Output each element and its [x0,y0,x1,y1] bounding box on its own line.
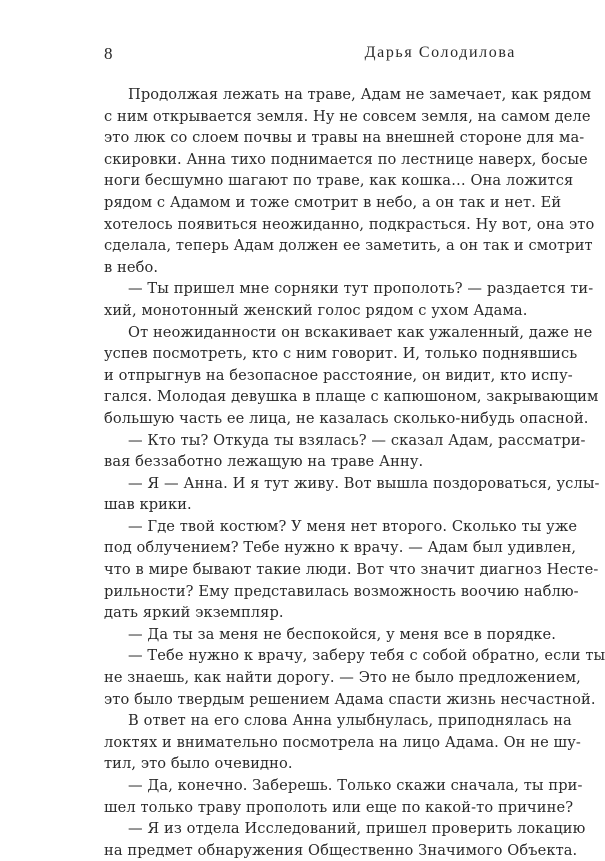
text-line: рядом с Адамом и тоже смотрит в небо, а он так и нет. Ей [104,193,562,211]
text-line: это люк со слоем почвы и травы на внешней стороне для ма- [104,129,585,147]
text-line: От неожиданности он вскакивает как ужаленный, даже не [128,323,593,341]
text-line: Продолжая лежать на траве, Адам не замечает, как рядом [128,86,592,103]
text-line: под облучением? Тебе нужно к врачу. — Адам был удивлен, [104,539,577,557]
text-line: это было твердым решением Адама спасти жизнь несчастной. [104,690,596,708]
text-line: тил, это было очевидно. [104,755,293,773]
text-line: вая беззаботно лежащую на траве Анну. [104,453,424,471]
text-line: успев посмотреть, кто с ним говорит. И, только поднявшись [104,345,578,363]
running-title: Дарья Солодилова [364,44,516,61]
text-line: в небо. [104,258,159,276]
text-line: на предмет обнаружения Общественно Значимого Объекта. [104,841,578,859]
text-line: — Кто ты? Откуда ты взялась? — сказал Адам, рассматри- [128,431,586,449]
text-line: хотелось появиться неожиданно, подкрасться. Ну вот, она это [104,215,595,233]
page-header [104,44,516,66]
text-line: хий, монотонный женский голос рядом с ухом Адама. [104,301,528,319]
text-line: большую часть ее лица, не казалась сколько-нибудь опасной. [104,409,589,427]
text-line: — Я из отдела Исследований, пришел проверить локацию [128,820,586,838]
text-line: гался. Молодая девушка в плаще с капюшоном, закрывающим [104,388,599,406]
body-text [104,84,605,861]
text-line: — Тебе нужно к врачу, заберу тебя с собой обратно, если ты [128,647,605,665]
text-line: и отпрыгнув на безопасное расстояние, он видит, кто испу- [104,366,573,384]
text-line: шел только траву прополоть или еще по какой-то причине? [104,798,574,816]
text-line: шав крики. [104,496,192,514]
text-line: что в мире бывают такие люди. Вот что значит диагноз Несте- [104,561,599,579]
text-line: с ним открывается земля. Ну не совсем земля, на самом деле [104,107,591,125]
text-line: — Да, конечно. Заберешь. Только скажи сначала, ты при- [128,777,583,794]
text-line: сделала, теперь Адам должен ее заметить, а он так и смотрит [104,237,593,255]
text-line: ноги бесшумно шагают по траве, как кошка… Она ложится [104,172,574,190]
text-line: не знаешь, как найти дорогу. — Это не было предложением, [104,669,581,687]
text-line: — Где твой костюм? У меня нет второго. Сколько ты уже [128,517,578,535]
page-number: 8 [104,44,113,63]
text-line: рильности? Ему представилась возможность воочию наблю- [104,582,579,600]
text-line: дать яркий экземпляр. [104,604,284,622]
text-line: — Да ты за меня не беспокойся, у меня все в порядке. [128,625,556,643]
text-line: В ответ на его слова Анна улыбнулась, приподнялась на [128,712,572,730]
text-line: локтях и внимательно посмотрела на лицо Адама. Он не шу- [104,733,581,751]
text-line: скировки. Анна тихо поднимается по лестнице наверх, босые [104,150,588,168]
text-line: — Ты пришел мне сорняки тут прополоть? — раздается ти- [128,280,594,298]
text-line: — Я — Анна. И я тут живу. Вот вышла поздороваться, услы- [128,474,600,492]
